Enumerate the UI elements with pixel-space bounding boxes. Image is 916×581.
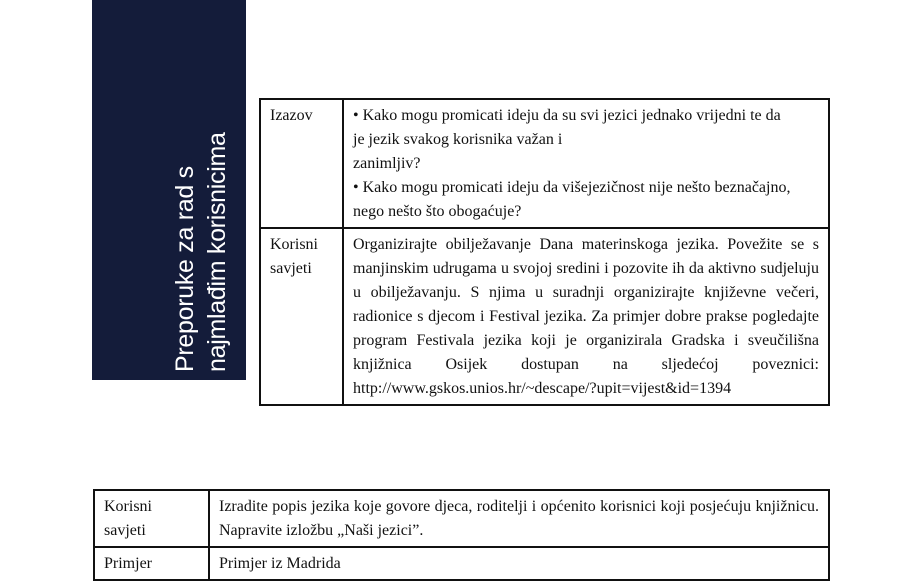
tips-paragraph: Izradite popis jezika koje govore djeca, roditelji i općenito korisnici koji posjećuju knjižnicu. Napravite izložbu „Naši jezici”. [209,490,829,547]
sidebar-title-line-2: najmlađim korisnicima [203,132,231,372]
row-label-example: Primjer [94,547,209,580]
tips-paragraph: Organizirajte obilježavanje Dana materinskoga jezika. Povežite se s manjinskim udrugama u svojoj sredini i pozovite ih da aktivno sudjeluju u obilježavanju. S njima u suradnji organizirajte književne večeri, radionice s djecom i Festival jezika. Za primjer dobre prakse pogledajte program Festivala jezika koji je organizirala Gradska i sveučilišna knjižnica Osijek dostupan na sljedećoj poveznici: http://www.gskos.unios.hr/~descape/?upit=vijest&id=1394 [343,228,829,405]
challenge-bullet-2-line-1: • Kako mogu promicati ideju da višejezičnost nije nešto beznačajno, [353,179,791,196]
sidebar-title [169,0,233,372]
tips-label-line-1: Korisni [270,236,318,253]
tips-label-line-1: Korisni [104,498,152,515]
tips-label-line-2: savjeti [104,522,146,539]
row-label-challenge: Izazov [260,99,343,228]
tips-example-table [93,489,830,581]
challenge-bullet-2-line-2: nego nešto što obogaćuje? [353,203,522,220]
table-row [260,99,829,228]
challenge-content [343,99,829,228]
sidebar-title-line-1: Preporuke za rad s [171,166,199,372]
row-label-tips [94,490,209,547]
example-text: Primjer iz Madrida [209,547,829,580]
row-label-tips [260,228,343,405]
challenge-bullet-1-line-3: zanimljiv? [353,155,421,172]
tips-label-line-2: savjeti [270,260,312,277]
challenge-bullet-1-line-1: • Kako mogu promicati ideju da su svi jezici jednako vrijedni te da [353,107,781,124]
table-row [94,490,829,547]
table-row [260,228,829,405]
challenge-tips-table [259,98,830,406]
challenge-bullet-1-line-2: je jezik svakog korisnika važan i [353,131,563,148]
table-row [94,547,829,580]
